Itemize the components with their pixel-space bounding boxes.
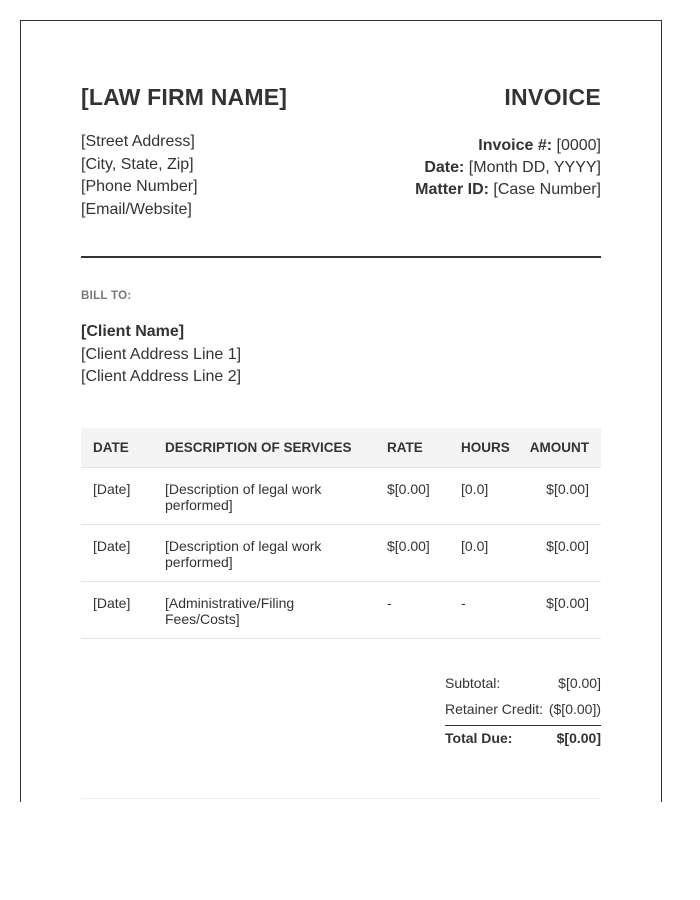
row-rate: - — [387, 595, 392, 611]
row-rate: $[0.00] — [387, 538, 430, 554]
subtotal-row — [445, 673, 601, 699]
total-due-value: $[0.00] — [556, 730, 601, 746]
row-hours: [0.0] — [461, 481, 489, 497]
row-date: [Date] — [93, 481, 131, 497]
client-address-line-1: [Client Address Line 1] — [81, 345, 242, 363]
table-row — [81, 525, 601, 582]
row-amount: $[0.00] — [546, 481, 589, 497]
matter-id-value: [Case Number] — [493, 181, 601, 198]
header-description: DESCRIPTION OF SERVICES — [165, 440, 352, 455]
subtotal-label: Subtotal: — [445, 675, 501, 691]
total-due-label: Total Due: — [445, 730, 513, 746]
firm-address — [81, 131, 198, 221]
invoice-date-value: [Month DD, YYYY] — [468, 159, 601, 176]
invoice-page — [20, 20, 662, 802]
invoice-date-row — [415, 157, 601, 179]
client-name: [Client Name] — [81, 323, 185, 340]
row-amount: $[0.00] — [546, 538, 589, 554]
firm-email-website: [Email/Website] — [81, 200, 192, 218]
footer-divider — [81, 798, 601, 799]
header-hours: HOURS — [461, 440, 510, 455]
retainer-credit-value: ($[0.00]) — [548, 701, 601, 717]
totals-block — [445, 673, 601, 754]
firm-name: [LAW FIRM NAME] — [81, 84, 288, 110]
row-rate: $[0.00] — [387, 481, 430, 497]
header-date: DATE — [93, 440, 129, 455]
header-amount: AMOUNT — [529, 440, 589, 455]
row-hours: - — [461, 595, 466, 611]
total-divider — [445, 725, 601, 726]
invoice-number-row — [415, 135, 601, 157]
row-description: [Description of legal work performed] — [165, 538, 322, 570]
client-block — [81, 321, 241, 389]
bill-to-label: BILL TO: — [81, 290, 132, 302]
table-row — [81, 582, 601, 639]
retainer-credit-label: Retainer Credit: — [445, 701, 544, 717]
firm-street: [Street Address] — [81, 133, 195, 150]
row-date: [Date] — [93, 538, 131, 554]
header-rate: RATE — [387, 440, 423, 455]
row-date: [Date] — [93, 595, 131, 611]
header-divider — [81, 256, 601, 258]
row-description: [Description of legal work performed] — [165, 481, 322, 513]
table-header — [81, 428, 601, 468]
invoice-number-label: Invoice #: — [478, 137, 553, 154]
invoice-meta — [415, 135, 601, 201]
services-table — [81, 428, 601, 639]
matter-id-label: Matter ID: — [415, 181, 489, 198]
table-row — [81, 468, 601, 525]
invoice-title: INVOICE — [504, 84, 601, 110]
row-amount: $[0.00] — [546, 595, 589, 611]
total-due-row — [445, 728, 601, 754]
invoice-number-value: [0000] — [556, 137, 601, 154]
firm-phone: [Phone Number] — [81, 178, 198, 195]
subtotal-value: $[0.00] — [558, 675, 601, 691]
client-address-line-2: [Client Address Line 2] — [81, 368, 242, 385]
row-description: [Administrative/Filing Fees/Costs] — [165, 595, 295, 627]
retainer-credit-row — [445, 699, 601, 725]
invoice-date-label: Date: — [424, 159, 465, 176]
matter-id-row — [415, 179, 601, 201]
row-hours: [0.0] — [461, 538, 489, 554]
firm-city-state-zip: [City, State, Zip] — [81, 155, 194, 173]
